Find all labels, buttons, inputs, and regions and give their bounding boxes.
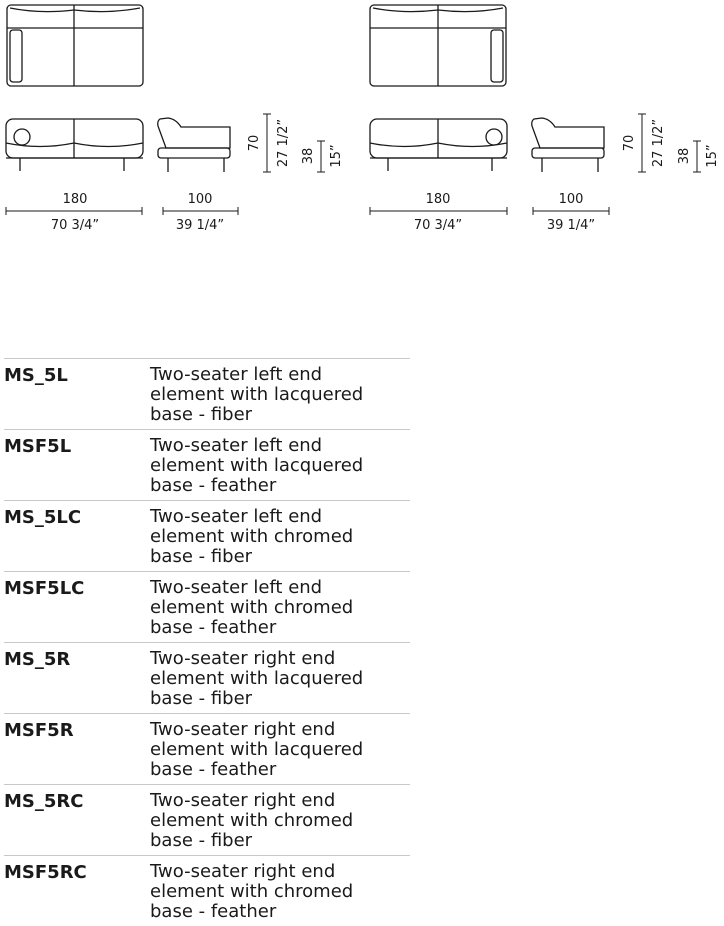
product-code: MSF5RC: [4, 862, 87, 883]
right-end-front-view: [370, 119, 507, 171]
product-description: Two-seater right end element with lacquered base - feather: [150, 719, 364, 780]
right-end-side-view: [532, 118, 604, 172]
table-row: [4, 500, 410, 571]
right-end-top-view: [370, 5, 506, 86]
left-width-in: 70 3/4”: [50, 218, 100, 233]
left-width-cm: 180: [62, 192, 88, 207]
left-end-side-view: [158, 118, 230, 172]
left-height-cm: 70: [247, 134, 262, 152]
table-row: [4, 784, 410, 855]
left-depth-dimension: [163, 207, 238, 215]
right-height-in: 27 1/2”: [651, 118, 666, 168]
product-description: Two-seater left end element with lacquered base - fiber: [150, 364, 364, 425]
product-description: Two-seater left end element with chromed base - feather: [150, 577, 354, 638]
table-row: [4, 713, 410, 784]
product-description: Two-seater right end element with chromed base - feather: [150, 861, 354, 922]
product-code: MS_5R: [4, 649, 71, 670]
product-description: Two-seater left end element with lacquered base - feather: [150, 435, 364, 496]
right-width-in: 70 3/4”: [413, 218, 463, 233]
right-seat-cm: 38: [677, 147, 692, 165]
left-end-top-view: [7, 5, 143, 86]
left-end-front-view: [6, 119, 143, 171]
right-depth-cm: 100: [558, 192, 584, 207]
left-height-in: 27 1/2”: [276, 118, 291, 168]
left-seat-cm: 38: [301, 147, 316, 165]
product-code: MS_5RC: [4, 791, 84, 812]
technical-drawings: [0, 0, 724, 240]
right-seat-in: 15”: [705, 144, 720, 168]
left-depth-in: 39 1/4”: [175, 218, 225, 233]
table-row: [4, 571, 410, 642]
right-width-dimension: [370, 207, 507, 215]
table-row: [4, 429, 410, 500]
product-description: Two-seater right end element with lacquered base - fiber: [150, 648, 364, 709]
left-depth-cm: 100: [187, 192, 213, 207]
right-depth-dimension: [533, 207, 609, 215]
left-width-dimension: [6, 207, 142, 215]
product-code: MSF5R: [4, 720, 74, 741]
product-code: MS_5LC: [4, 507, 82, 528]
right-height-cm: 70: [622, 134, 637, 152]
right-depth-in: 39 1/4”: [546, 218, 596, 233]
table-row: [4, 642, 410, 713]
table-row: [4, 855, 410, 926]
product-code: MSF5L: [4, 436, 72, 457]
product-description: Two-seater right end element with chromed base - fiber: [150, 790, 354, 851]
table-row: [4, 358, 410, 429]
product-code: MS_5L: [4, 365, 68, 386]
right-width-cm: 180: [425, 192, 451, 207]
product-code-table: [4, 358, 410, 926]
product-description: Two-seater left end element with chromed base - fiber: [150, 506, 354, 567]
product-code: MSF5LC: [4, 578, 85, 599]
left-seat-in: 15”: [329, 144, 344, 168]
